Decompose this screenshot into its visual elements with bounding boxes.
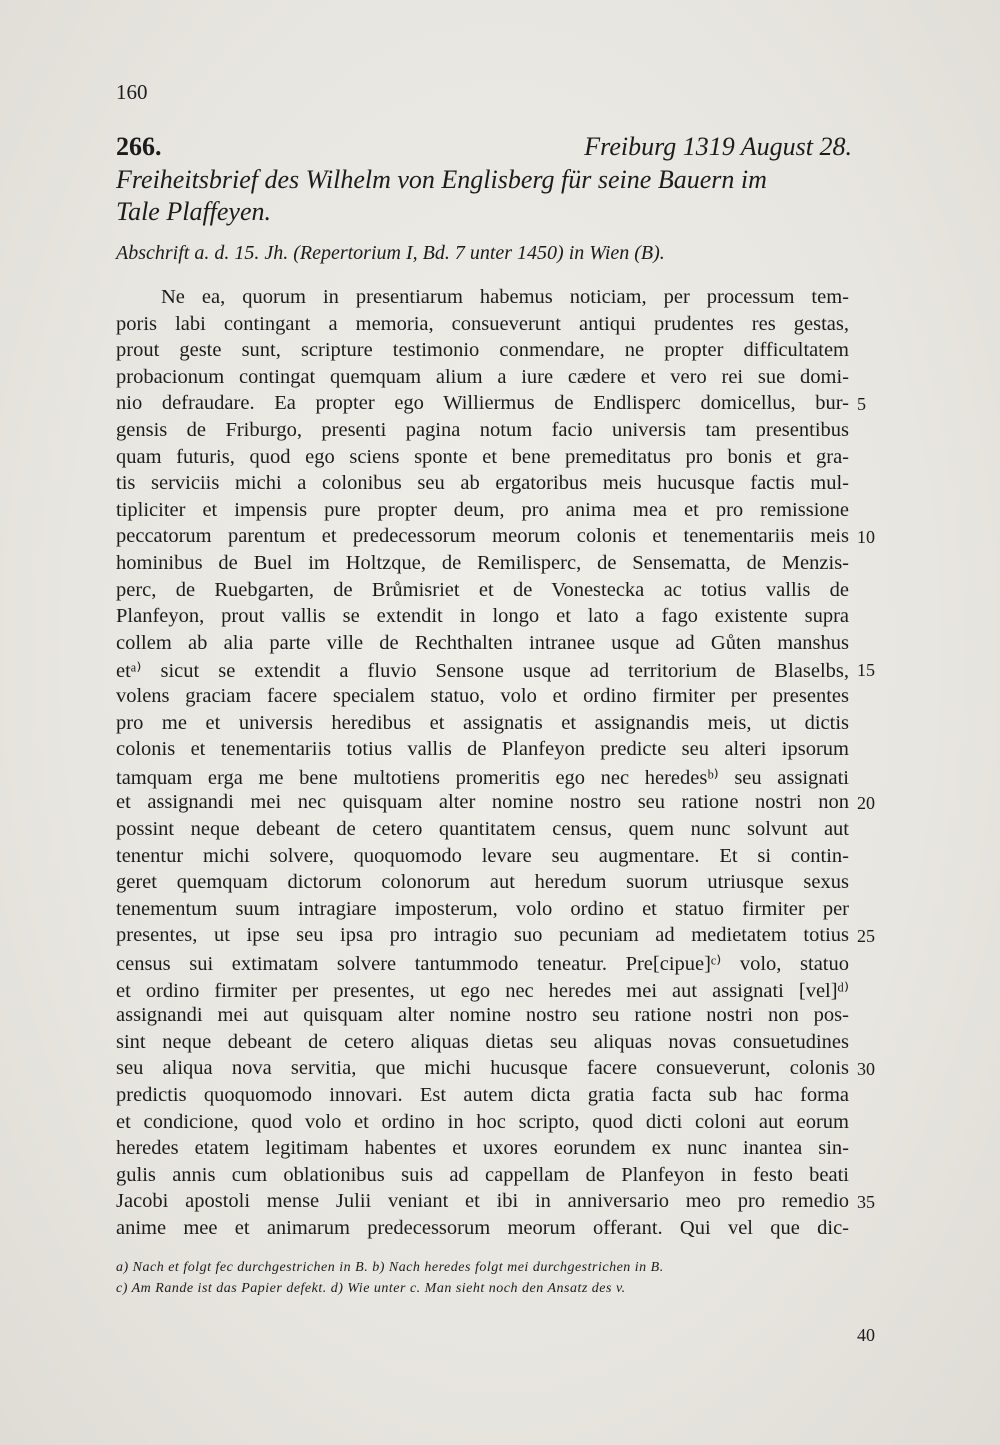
body-line: gensis de Friburgo, presenti pagina notum facio universis tam presentibus (116, 419, 849, 441)
document-number: 266. (116, 132, 162, 161)
page-number: 160 (116, 80, 148, 104)
body-line: heredes etatem legitimam habentes et uxores eorundem ex nunc inantea sin- (116, 1137, 849, 1160)
body-line: et assignandi mei nec quisquam alter nomine nostro seu ratione nostri non (116, 791, 849, 814)
document-title-line: Freiheitsbrief des Wilhelm von Englisberg für seine Bauern im (116, 165, 767, 194)
body-line: gulis annis cum oblationibus suis ad cappellam de Planfeyon in festo beati (116, 1163, 849, 1186)
line-number: 30 (857, 1059, 875, 1080)
body-line: presentes, ut ipse seu ipsa pro intragio suo pecuniam ad medietatem totius (116, 924, 849, 947)
line-number: 5 (857, 394, 866, 415)
body-line: assignandi mei aut quisquam alter nomine nostro seu ratione nostri non pos- (116, 1004, 849, 1027)
body-line: et ordino firmiter per presentes, ut ego nec heredes mei aut assignati [vel]ᵈ⁾ (116, 979, 849, 1002)
line-number: 40 (857, 1325, 875, 1346)
footnote: c) Am Rande ist das Papier defekt. d) Wie unter c. Man sieht noch den Ansatz des v. (116, 1281, 626, 1296)
line-number: 10 (857, 527, 875, 548)
body-line: tenentur michi solvere, quoquomodo levare seu augmentare. Et si contin- (116, 844, 849, 867)
body-line: quam futuris, quod ego sciens sponte et bene premeditatus pro bonis et gra- (116, 445, 849, 468)
line-number: 25 (857, 926, 875, 947)
line-number: 15 (857, 660, 875, 681)
source-note: Abschrift a. d. 15. Jh. (Repertorium I, Bd. 7 unter 1450) in Wien (B). (116, 242, 665, 264)
body-line: nio defraudare. Ea propter ego Williermus de Endlisperc domicellus, bur- (116, 392, 849, 415)
body-line: pro me et universis heredibus et assignatis et assignandis meis, ut dictis (116, 711, 849, 734)
body-line: prout geste sunt, scripture testimonio conmendare, ne propter difficultatem (116, 339, 849, 362)
body-line: tipliciter et impensis pure propter deum, pro anima mea et pro remissione (116, 498, 849, 521)
body-line: Planfeyon, prout vallis se extendit in longo et lato a fago existente supra (116, 605, 849, 628)
body-line: sint neque debeant de cetero aliquas dietas seu aliquas novas consuetudines (116, 1030, 849, 1053)
body-line: tis serviciis michi a colonibus seu ab ergatoribus meis hucusque factis mul- (116, 472, 849, 495)
body-line: et condicione, quod volo et ordino in hoc scripto, quod dicti coloni aut eorum (116, 1110, 849, 1133)
body-line: hominibus de Buel im Holtzque, de Remilisperc, de Sensematta, de Menzis- (116, 552, 849, 574)
body-line: possint neque debeant de cetero quantitatem census, quem nunc solvunt aut (116, 818, 849, 840)
body-line: predictis quoquomodo innovari. Est autem dicta gratia facta sub hac forma (116, 1084, 849, 1106)
body-line: probacionum contingat quemquam alium a iure cædere et vero rei sue domi- (116, 365, 849, 388)
body-line: poris labi contingant a memoria, consueverunt antiqui prudentes res gestas, (116, 312, 849, 335)
line-number: 35 (857, 1192, 875, 1213)
body-line: tenementum suum intragiare imposterum, volo ordino et statuo firmiter per (116, 897, 849, 920)
body-line: Jacobi apostoli mense Julii veniant et ibi in anniversario meo pro remedio (116, 1190, 849, 1213)
line-number: 20 (857, 793, 875, 814)
body-line: peccatorum parentum et predecessorum meorum colonis et tenementariis meis (116, 525, 849, 548)
body-line: tamquam erga me bene multotiens promeritis ego nec heredesᵇ⁾ seu assignati (116, 766, 849, 789)
body-line: volens graciam facere specialem statuo, volo et ordino firmiter per presentes (116, 685, 849, 707)
place-and-date: Freiburg 1319 August 28. (584, 132, 852, 161)
body-line: census sui extimatam solvere tantummodo teneatur. Pre[cipue]ᶜ⁾ volo, statuo (116, 953, 849, 975)
body-line: perc, de Ruebgarten, de Brůmisriet et de Vonestecka ac totius vallis de (116, 578, 849, 601)
body-line: etᵃ⁾ sicut se extendit a fluvio Sensone usque ad territorium de Blaselbs, (116, 660, 849, 683)
document-title-line: Tale Plaffeyen. (116, 197, 272, 226)
footnote: a) Nach et folgt fec durchgestrichen in B. b) Nach heredes folgt mei durchgestrichen in B. (116, 1260, 664, 1275)
body-line: geret quemquam dictorum colonorum aut heredum suorum utriusque sexus (116, 871, 849, 894)
body-line: colonis et tenementariis totius vallis de Planfeyon predicte seu alteri ipsorum (116, 738, 849, 761)
body-line: anime mee et animarum predecessorum meorum offerant. Qui vel que dic- (116, 1217, 849, 1239)
body-line: Ne ea, quorum in presentiarum habemus noticiam, per processum tem- (161, 286, 849, 308)
body-line: seu aliqua nova servitia, que michi hucusque facere consueverunt, colonis (116, 1057, 849, 1080)
body-line: collem ab alia parte ville de Rechthalten intranee usque ad Gůten manshus (116, 631, 849, 654)
